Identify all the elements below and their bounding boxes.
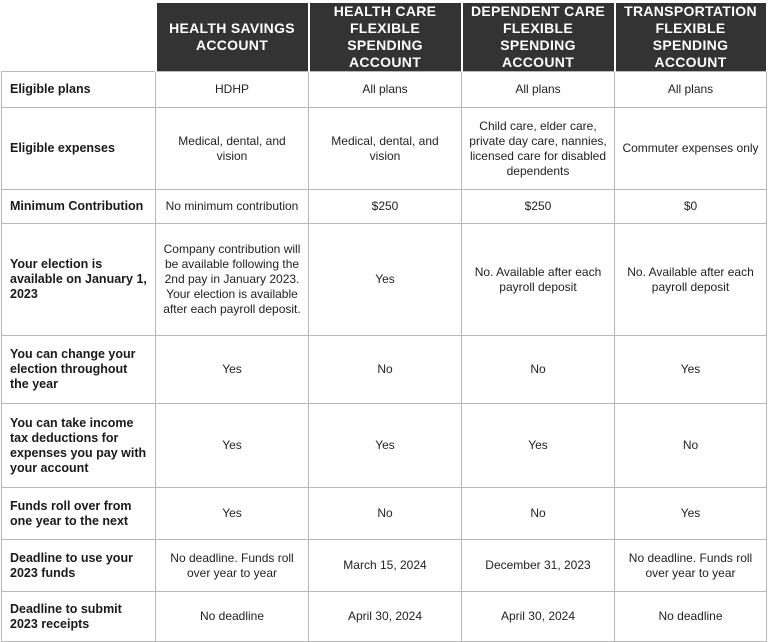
- row-label: Funds roll over from one year to the next: [2, 488, 156, 540]
- cell-transportation-fsa: No: [615, 404, 767, 488]
- cell-hsa: No deadline. Funds roll over year to year: [156, 540, 309, 592]
- cell-health-care-fsa: No: [309, 488, 462, 540]
- cell-dependent-care-fsa: December 31, 2023: [462, 540, 615, 592]
- row-tax-deductions: [2, 404, 767, 488]
- cell-dependent-care-fsa: $250: [462, 190, 615, 224]
- cell-transportation-fsa: Yes: [615, 336, 767, 404]
- cell-hsa: No deadline: [156, 592, 309, 642]
- row-label: Eligible expenses: [2, 108, 156, 190]
- row-funds-roll-over: [2, 488, 767, 540]
- row-change-election: [2, 336, 767, 404]
- col-header-hsa: HEALTH SAVINGS ACCOUNT: [156, 3, 309, 72]
- cell-transportation-fsa: Yes: [615, 488, 767, 540]
- row-deadline-submit-receipts: [2, 592, 767, 642]
- row-label: Minimum Contribution: [2, 190, 156, 224]
- cell-health-care-fsa: No: [309, 336, 462, 404]
- cell-health-care-fsa: April 30, 2024: [309, 592, 462, 642]
- col-header-transportation-fsa: TRANSPORTATION FLEXIBLE SPENDING ACCOUNT: [615, 3, 767, 72]
- cell-transportation-fsa: Commuter expenses only: [615, 108, 767, 190]
- cell-transportation-fsa: No deadline. Funds roll over year to year: [615, 540, 767, 592]
- cell-health-care-fsa: All plans: [309, 72, 462, 108]
- row-eligible-expenses: [2, 108, 767, 190]
- cell-transportation-fsa: No deadline: [615, 592, 767, 642]
- row-election-available: [2, 224, 767, 336]
- row-deadline-use-funds: [2, 540, 767, 592]
- row-label: Your election is available on January 1, 2023: [2, 224, 156, 336]
- cell-health-care-fsa: Yes: [309, 224, 462, 336]
- cell-hsa: HDHP: [156, 72, 309, 108]
- row-label: You can change your election throughout the year: [2, 336, 156, 404]
- cell-hsa: Yes: [156, 336, 309, 404]
- cell-dependent-care-fsa: All plans: [462, 72, 615, 108]
- cell-transportation-fsa: All plans: [615, 72, 767, 108]
- cell-dependent-care-fsa: Yes: [462, 404, 615, 488]
- col-header-health-care-fsa: HEALTH CARE FLEXIBLE SPENDING ACCOUNT: [309, 3, 462, 72]
- cell-hsa: Yes: [156, 404, 309, 488]
- cell-hsa: Company contribution will be available following the 2nd pay in January 2023. Your election is available after each payroll deposit.: [156, 224, 309, 336]
- cell-hsa: Medical, dental, and vision: [156, 108, 309, 190]
- cell-health-care-fsa: Medical, dental, and vision: [309, 108, 462, 190]
- header-row: [2, 3, 767, 72]
- cell-health-care-fsa: March 15, 2024: [309, 540, 462, 592]
- row-eligible-plans: [2, 72, 767, 108]
- cell-transportation-fsa: No. Available after each payroll deposit: [615, 224, 767, 336]
- cell-dependent-care-fsa: April 30, 2024: [462, 592, 615, 642]
- cell-health-care-fsa: Yes: [309, 404, 462, 488]
- cell-transportation-fsa: $0: [615, 190, 767, 224]
- header-corner: [2, 3, 156, 72]
- row-label: Deadline to submit 2023 receipts: [2, 592, 156, 642]
- row-label: Eligible plans: [2, 72, 156, 108]
- cell-hsa: Yes: [156, 488, 309, 540]
- comparison-table: [1, 3, 768, 642]
- cell-dependent-care-fsa: No. Available after each payroll deposit: [462, 224, 615, 336]
- row-label: You can take income tax deductions for expenses you pay with your account: [2, 404, 156, 488]
- cell-dependent-care-fsa: Child care, elder care, private day care, nannies, licensed care for disabled dependents: [462, 108, 615, 190]
- cell-hsa: No minimum contribution: [156, 190, 309, 224]
- row-label: Deadline to use your 2023 funds: [2, 540, 156, 592]
- cell-dependent-care-fsa: No: [462, 336, 615, 404]
- cell-dependent-care-fsa: No: [462, 488, 615, 540]
- row-minimum-contribution: [2, 190, 767, 224]
- col-header-dependent-care-fsa: DEPENDENT CARE FLEXIBLE SPENDING ACCOUNT: [462, 3, 615, 72]
- cell-health-care-fsa: $250: [309, 190, 462, 224]
